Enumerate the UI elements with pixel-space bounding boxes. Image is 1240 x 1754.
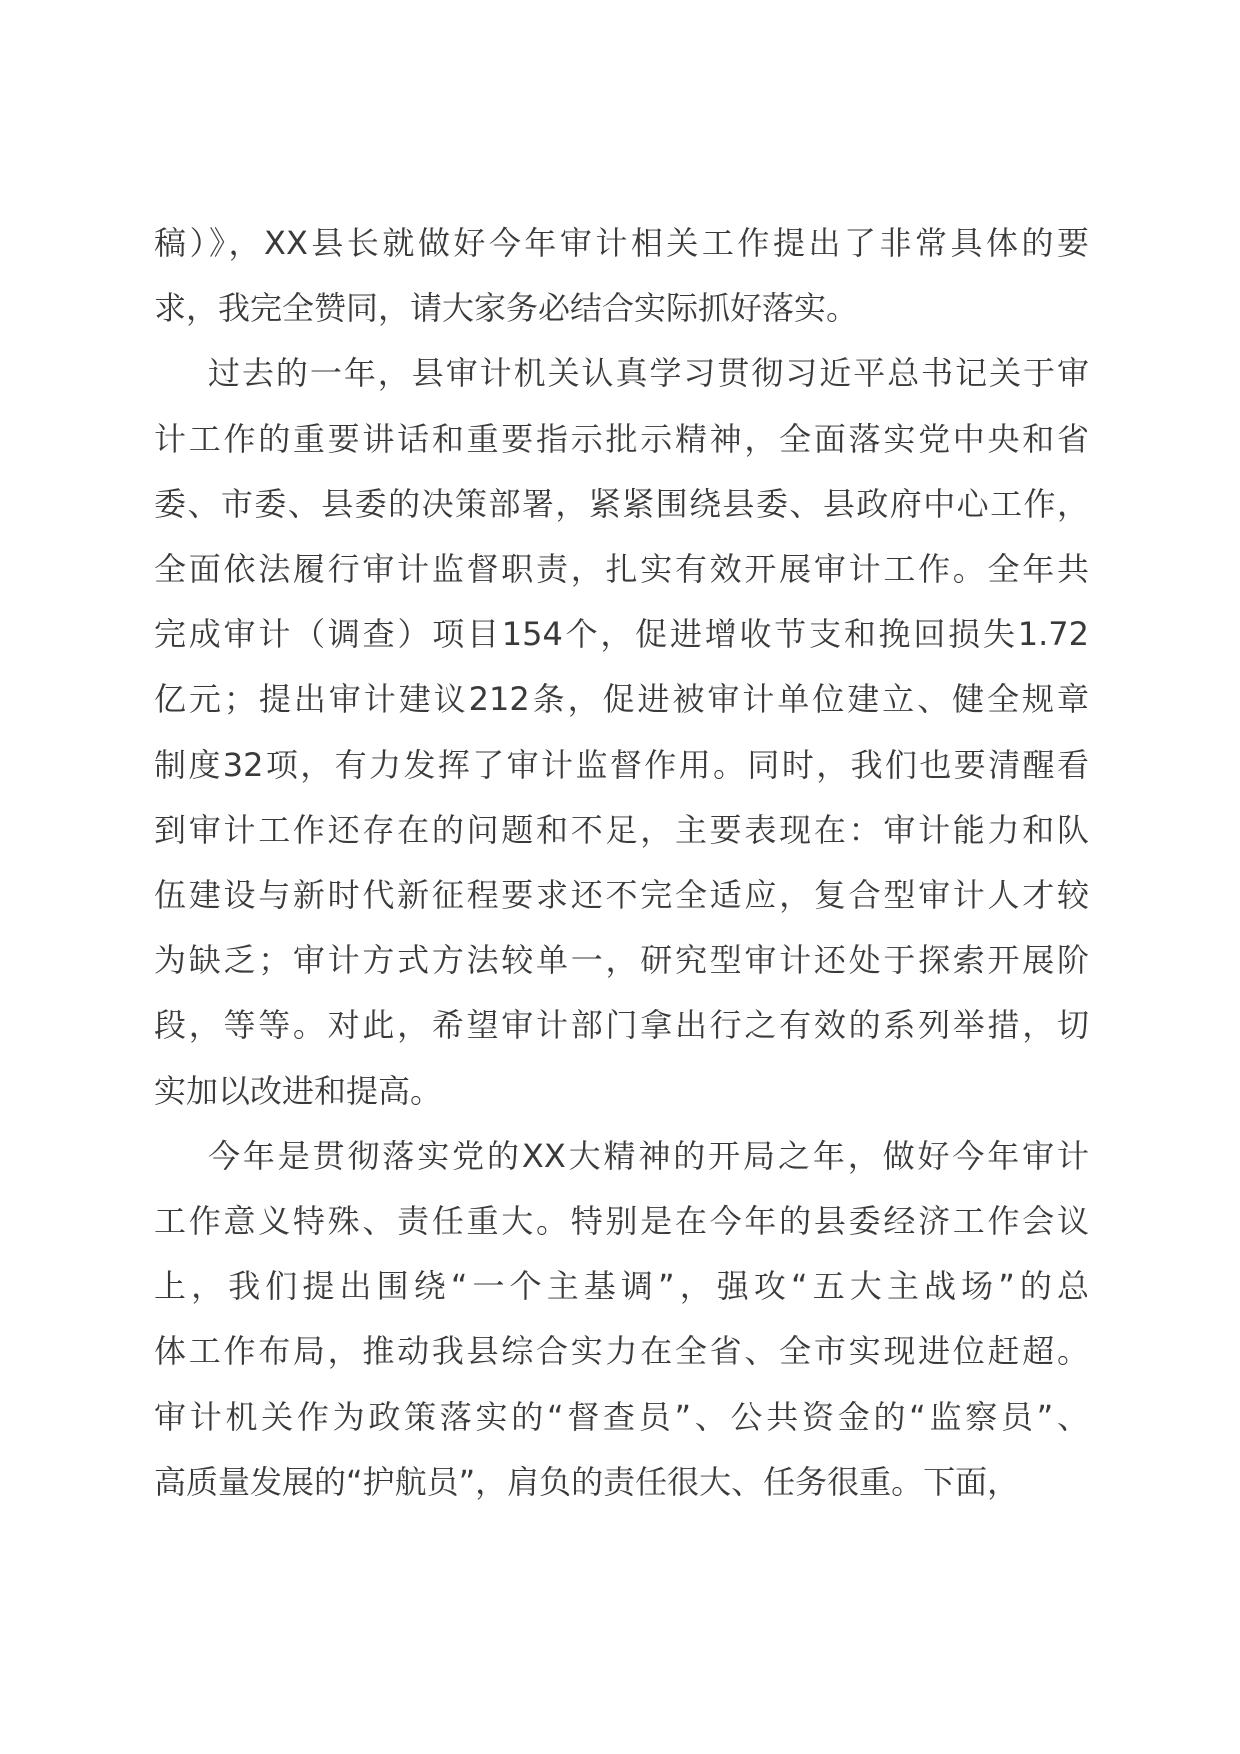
text-line: 完成审计（调查）项目154个，促进增收节支和挽回损失1.72 (154, 615, 1089, 654)
paragraph-1 (154, 211, 1089, 341)
text-line: 到审计工作还存在的问题和不足，主要表现在：审计能力和队 (154, 810, 1089, 849)
text-line: 亿元；提出审计建议212条，促进被审计单位建立、健全规章 (154, 680, 1089, 719)
text-line: 为缺乏；审计方式方法较单一，研究型审计还处于探索开展阶 (154, 941, 1089, 980)
text-line: 审计机关作为政策落实的“督查员”、公共资金的“监察员”、 (154, 1397, 1089, 1436)
text-line: 计工作的重要讲话和重要指示批示精神，全面落实党中央和省 (154, 419, 1089, 458)
text-line: 过去的一年，县审计机关认真学习贯彻习近平总书记关于审 (208, 354, 1089, 393)
text-line: 全面依法履行审计监督职责，扎实有效开展审计工作。全年共 (154, 550, 1089, 589)
text-line: 上，我们提出围绕“一个主基调”，强攻“五大主战场”的总 (154, 1267, 1089, 1306)
paragraph-2 (154, 341, 1089, 1123)
text-line: 今年是贯彻落实党的XX大精神的开局之年，做好今年审计 (208, 1136, 1089, 1175)
text-line: 稿）》，XX县长就做好今年审计相关工作提出了非常具体的要 (154, 224, 1089, 262)
document-body (154, 211, 1089, 1515)
text-line: 实加以改进和提高。 (154, 1071, 443, 1110)
text-line: 伍建设与新时代新征程要求还不完全适应，复合型审计人才较 (154, 876, 1089, 915)
text-line: 制度32项，有力发挥了审计监督作用。同时，我们也要清醒看 (154, 745, 1089, 784)
paragraph-3 (154, 1124, 1089, 1515)
text-line: 段，等等。对此，希望审计部门拿出行之有效的系列举措，切 (154, 1006, 1089, 1045)
text-line: 求，我完全赞同，请大家务必结合实际抓好落实。 (154, 289, 859, 328)
text-line: 体工作布局，推动我县综合实力在全省、全市实现进位赶超。 (154, 1332, 1089, 1371)
text-line: 高质量发展的“护航员”，肩负的责任很大、任务很重。下面， (154, 1462, 1020, 1501)
text-line: 委、市委、县委的决策部署，紧紧围绕县委、县政府中心工作， (154, 484, 1089, 523)
text-line: 工作意义特殊、责任重大。特别是在今年的县委经济工作会议 (154, 1202, 1089, 1241)
